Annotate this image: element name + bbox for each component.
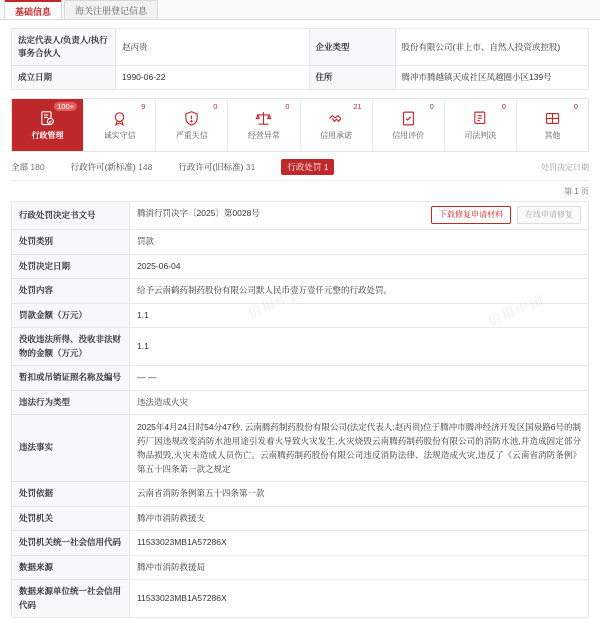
doc-number-value [130,202,589,230]
category-label: 经营异常 [247,130,280,140]
category-label: 行政管理 [31,130,64,140]
grid-icon [544,110,561,127]
filter-license-new[interactable] [71,161,153,173]
fine-amount-value: 1.1 [130,303,589,328]
fine-amount-label: 罚款金额（万元） [12,303,130,328]
category-serious-dishonesty[interactable] [156,99,228,151]
data-source-credit-code-value: 11533023MB1A57286X [130,580,589,618]
table-row [12,328,589,366]
sort-by-penalty-date[interactable]: 处罚决定日期 [541,162,589,172]
table-row [12,230,589,255]
data-source-credit-code-label: 数据来源单位统一社会信用代码 [12,580,130,618]
penalty-authority-value: 腾冲市消防救援支 [130,506,589,531]
address-label: 住所 [309,66,395,90]
violation-facts-label: 违法事实 [12,415,130,482]
filter-label: 全部 [11,162,29,172]
table-row [12,390,589,415]
license-suspension-value: — — [130,366,589,391]
category-judicial-judgement[interactable] [445,99,517,151]
data-source-label: 数据来源 [12,555,130,580]
table-row [12,366,589,391]
category-label: 严重失信 [175,130,208,140]
table-row [12,415,589,482]
penalty-content-value: 给予云南鹤药制药股份有限公司默人民币壹万壹仟元整的行政处罚。 [130,279,589,304]
doc-number-text: 腾消行罚决字〔2025〕第0028号 [137,208,260,218]
category-count: 0 [429,102,434,111]
table-row [12,555,589,580]
authority-credit-code-label: 处罚机关统一社会信用代码 [12,531,130,556]
table-row [12,66,589,90]
filter-all[interactable] [11,161,45,173]
basic-info-table [11,28,589,90]
category-label: 其他 [544,130,561,140]
legal-rep-value: 赵丙贵 [116,29,310,66]
company-type-label: 企业类型 [309,29,395,66]
page-indicator: 第 1 页 [564,187,589,196]
table-row [12,506,589,531]
table-row [12,202,589,230]
category-credit-commitment[interactable] [301,99,373,151]
penalty-category-value: 罚款 [130,230,589,255]
table-row [12,303,589,328]
category-strip [11,98,589,152]
filter-count: 1 [323,162,329,172]
doc-number-label: 行政处罚决定书文号 [12,202,130,230]
scale-icon [255,110,272,127]
penalty-basis-value: 云南省消防条例第五十四条第一款 [130,482,589,507]
filter-count: 180 [30,162,45,172]
category-label: 诚实守信 [103,130,136,140]
category-count: 0 [213,102,218,111]
table-row [12,580,589,618]
download-repair-materials-button[interactable]: 下载修复申请材料 [431,206,511,224]
table-row [12,531,589,556]
establish-date-value: 1990-06-22 [116,66,310,90]
category-label: 信用承诺 [320,130,353,140]
filter-penalty[interactable] [281,159,334,175]
filter-count: 148 [138,162,153,172]
tab-basic-info[interactable]: 基础信息 [4,0,62,19]
filter-count: 31 [245,162,256,172]
category-other[interactable] [517,99,588,151]
confiscation-amount-value: 1.1 [130,328,589,366]
penalty-basis-label: 处罚依据 [12,482,130,507]
table-row [12,254,589,279]
filter-label: 行政处罚 [287,162,322,172]
category-label: 司法判决 [464,130,497,140]
table-row [12,279,589,304]
medal-icon [111,110,128,127]
penalty-category-label: 处罚类别 [12,230,130,255]
penalty-date-value: 2025-06-04 [130,254,589,279]
violation-facts-value: 2025年4月24日时54分47秒, 云南腾药制药股份有限公司(法定代表人:赵丙贵)位于腾冲市腾冲经济开发区国泉路6号的制药厂因违规改变消防水池用途引发着火导致火灾发生,火灾烧毁云南腾药制药股份有限公司的消防水池,并造成固定部分物品损毁,火灾未造成人员伤亡。云南腾药制药股份有限公司违反消防法律、法规造成火灾,违反了《云南省消防条例》第五十四条第一款之规定 [130,415,589,482]
license-suspension-label: 暂扣或吊销证照名称及编号 [12,366,130,391]
data-source-value: 腾冲市消防救援局 [130,555,589,580]
filter-license-old[interactable] [178,161,255,173]
table-row [12,29,589,66]
document-stamp-icon [39,110,56,127]
penalty-authority-label: 处罚机关 [12,506,130,531]
tab-bar [0,0,600,20]
category-count: 100+ [54,102,77,111]
action-buttons [431,206,581,224]
tab-customs-registration[interactable]: 海关注册登记信息 [64,0,158,19]
address-value: 腾冲市腾越镇天成社区凤越圈小区139号 [395,66,589,90]
category-honest-trust[interactable] [84,99,156,151]
category-count: 21 [353,102,362,111]
category-count: 9 [141,102,146,111]
category-operation-abnormal[interactable] [228,99,300,151]
handshake-icon [328,110,345,127]
penalty-content-label: 处罚内容 [12,279,130,304]
legal-rep-label: 法定代表人/负责人/执行事务合伙人 [12,29,116,66]
online-repair-apply-button[interactable]: 在线申请修复 [517,206,581,224]
penalty-detail-table [11,201,589,618]
violation-type-label: 违法行为类型 [12,390,130,415]
clipboard-check-icon [400,110,417,127]
table-row [12,482,589,507]
filter-label: 行政许可(旧标准) [178,162,244,172]
filter-row [11,159,589,181]
category-count: 0 [285,102,290,111]
filter-label: 行政许可(新标准) [70,162,136,172]
violation-type-value: 违法造成火灾 [130,390,589,415]
warning-shield-icon [183,110,200,127]
establish-date-label: 成立日期 [12,66,116,90]
category-count: 0 [501,102,506,111]
gavel-icon [472,110,489,127]
company-type-value: 股份有限公司(非上市、自然人投资或控股) [395,29,589,66]
authority-credit-code-value: 11533023MB1A57286X [130,531,589,556]
confiscation-amount-label: 没收违法所得、没收非法财物的金额（万元） [12,328,130,366]
penalty-date-label: 处罚决定日期 [12,254,130,279]
category-label: 信用评价 [392,130,425,140]
category-count: 0 [573,102,578,111]
category-credit-evaluation[interactable] [373,99,445,151]
category-admin-management[interactable] [12,99,84,151]
